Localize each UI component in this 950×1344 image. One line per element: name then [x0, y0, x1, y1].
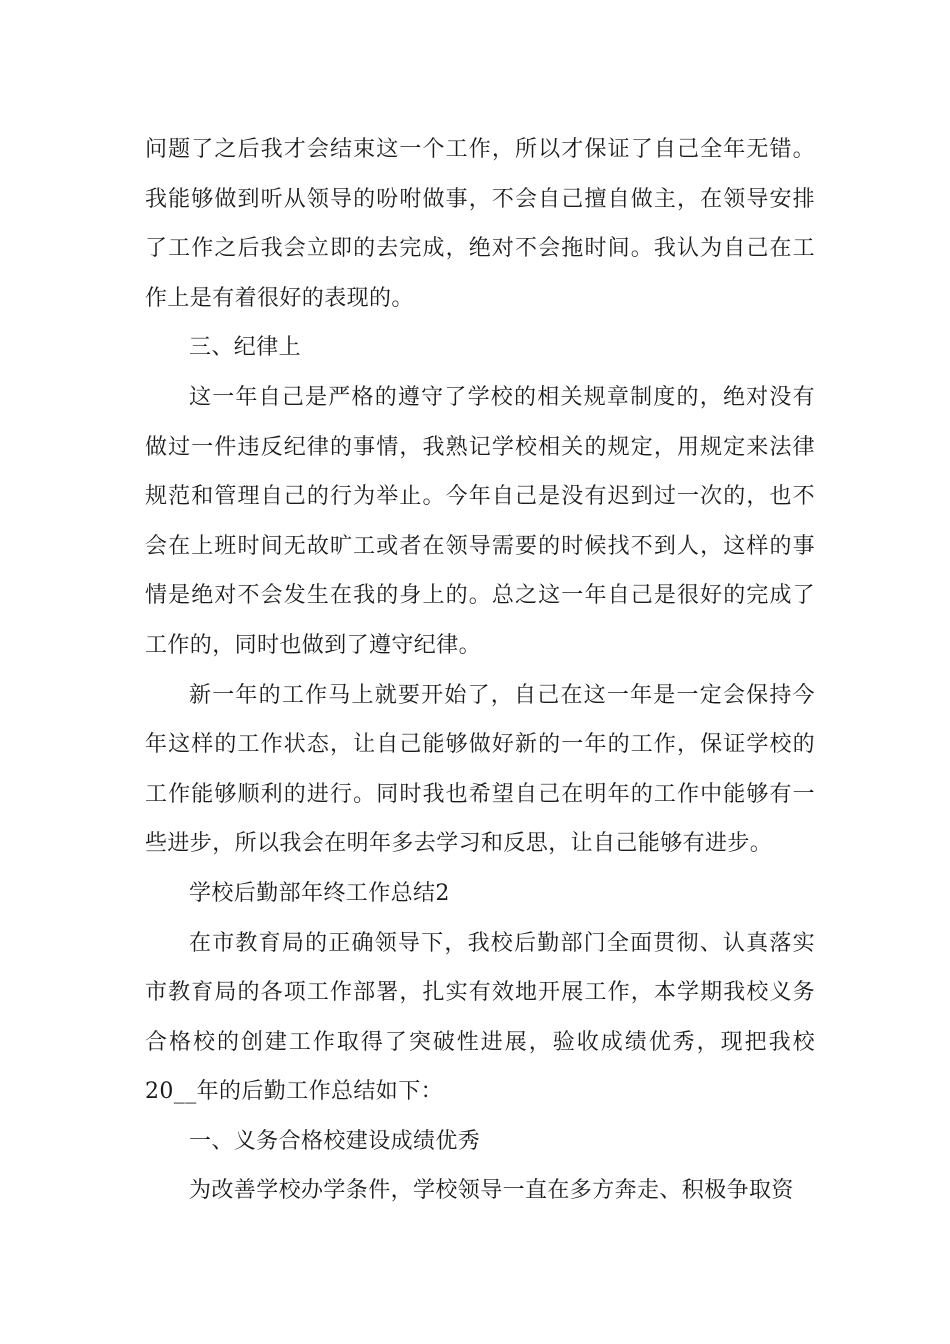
- section-heading-compulsory-school: 一、义务合格校建设成绩优秀: [189, 1128, 481, 1154]
- paragraph-continuation: 问题了之后我才会结束这一个工作，所以才保证了自己全年无错。我能够做到听从领导的吩咐做事，不会自己擅自做主，在领导安排了工作之后我会立即的去完成，绝对不会拖时间。我认为自己在工作上是有着很好的表现的。: [145, 137, 815, 311]
- document-subtitle: 学校后勤部年终工作总结2: [189, 880, 450, 906]
- paragraph-conditions: 为改善学校办学条件，学校领导一直在多方奔走、积极争取资: [189, 1178, 794, 1204]
- paragraph-intro: 在市教育局的正确领导下，我校后勤部门全面贯彻、认真落实市教育局的各项工作部署，扎实有效地开展工作，本学期我校义务合格校的创建工作取得了突破性进展，验收成绩优秀，现把我校20__年的后勤工作总结如下：: [145, 930, 815, 1105]
- document-body: [145, 125, 815, 1216]
- section-heading-discipline: 三、纪律上: [189, 335, 302, 361]
- paragraph-new-year: 新一年的工作马上就要开始了，自己在这一年是一定会保持今年这样的工作状态，让自己能够做好新的一年的工作，保证学校的工作能够顺利的进行。同时我也希望自己在明年的工作中能够有一些进步，所以我会在明年多去学习和反思，让自己能够有进步。: [145, 682, 815, 857]
- paragraph-discipline: 这一年自己是严格的遵守了学校的相关规章制度的，绝对没有做过一件违反纪律的事情，我熟记学校相关的规定，用规定来法律规范和管理自己的行为举止。今年自己是没有迟到过一次的，也不会在上班时间无故旷工或者在领导需要的时候找不到人，这样的事情是绝对不会发生在我的身上的。总之这一年自己是很好的完成了工作的，同时也做到了遵守纪律。: [145, 384, 815, 658]
